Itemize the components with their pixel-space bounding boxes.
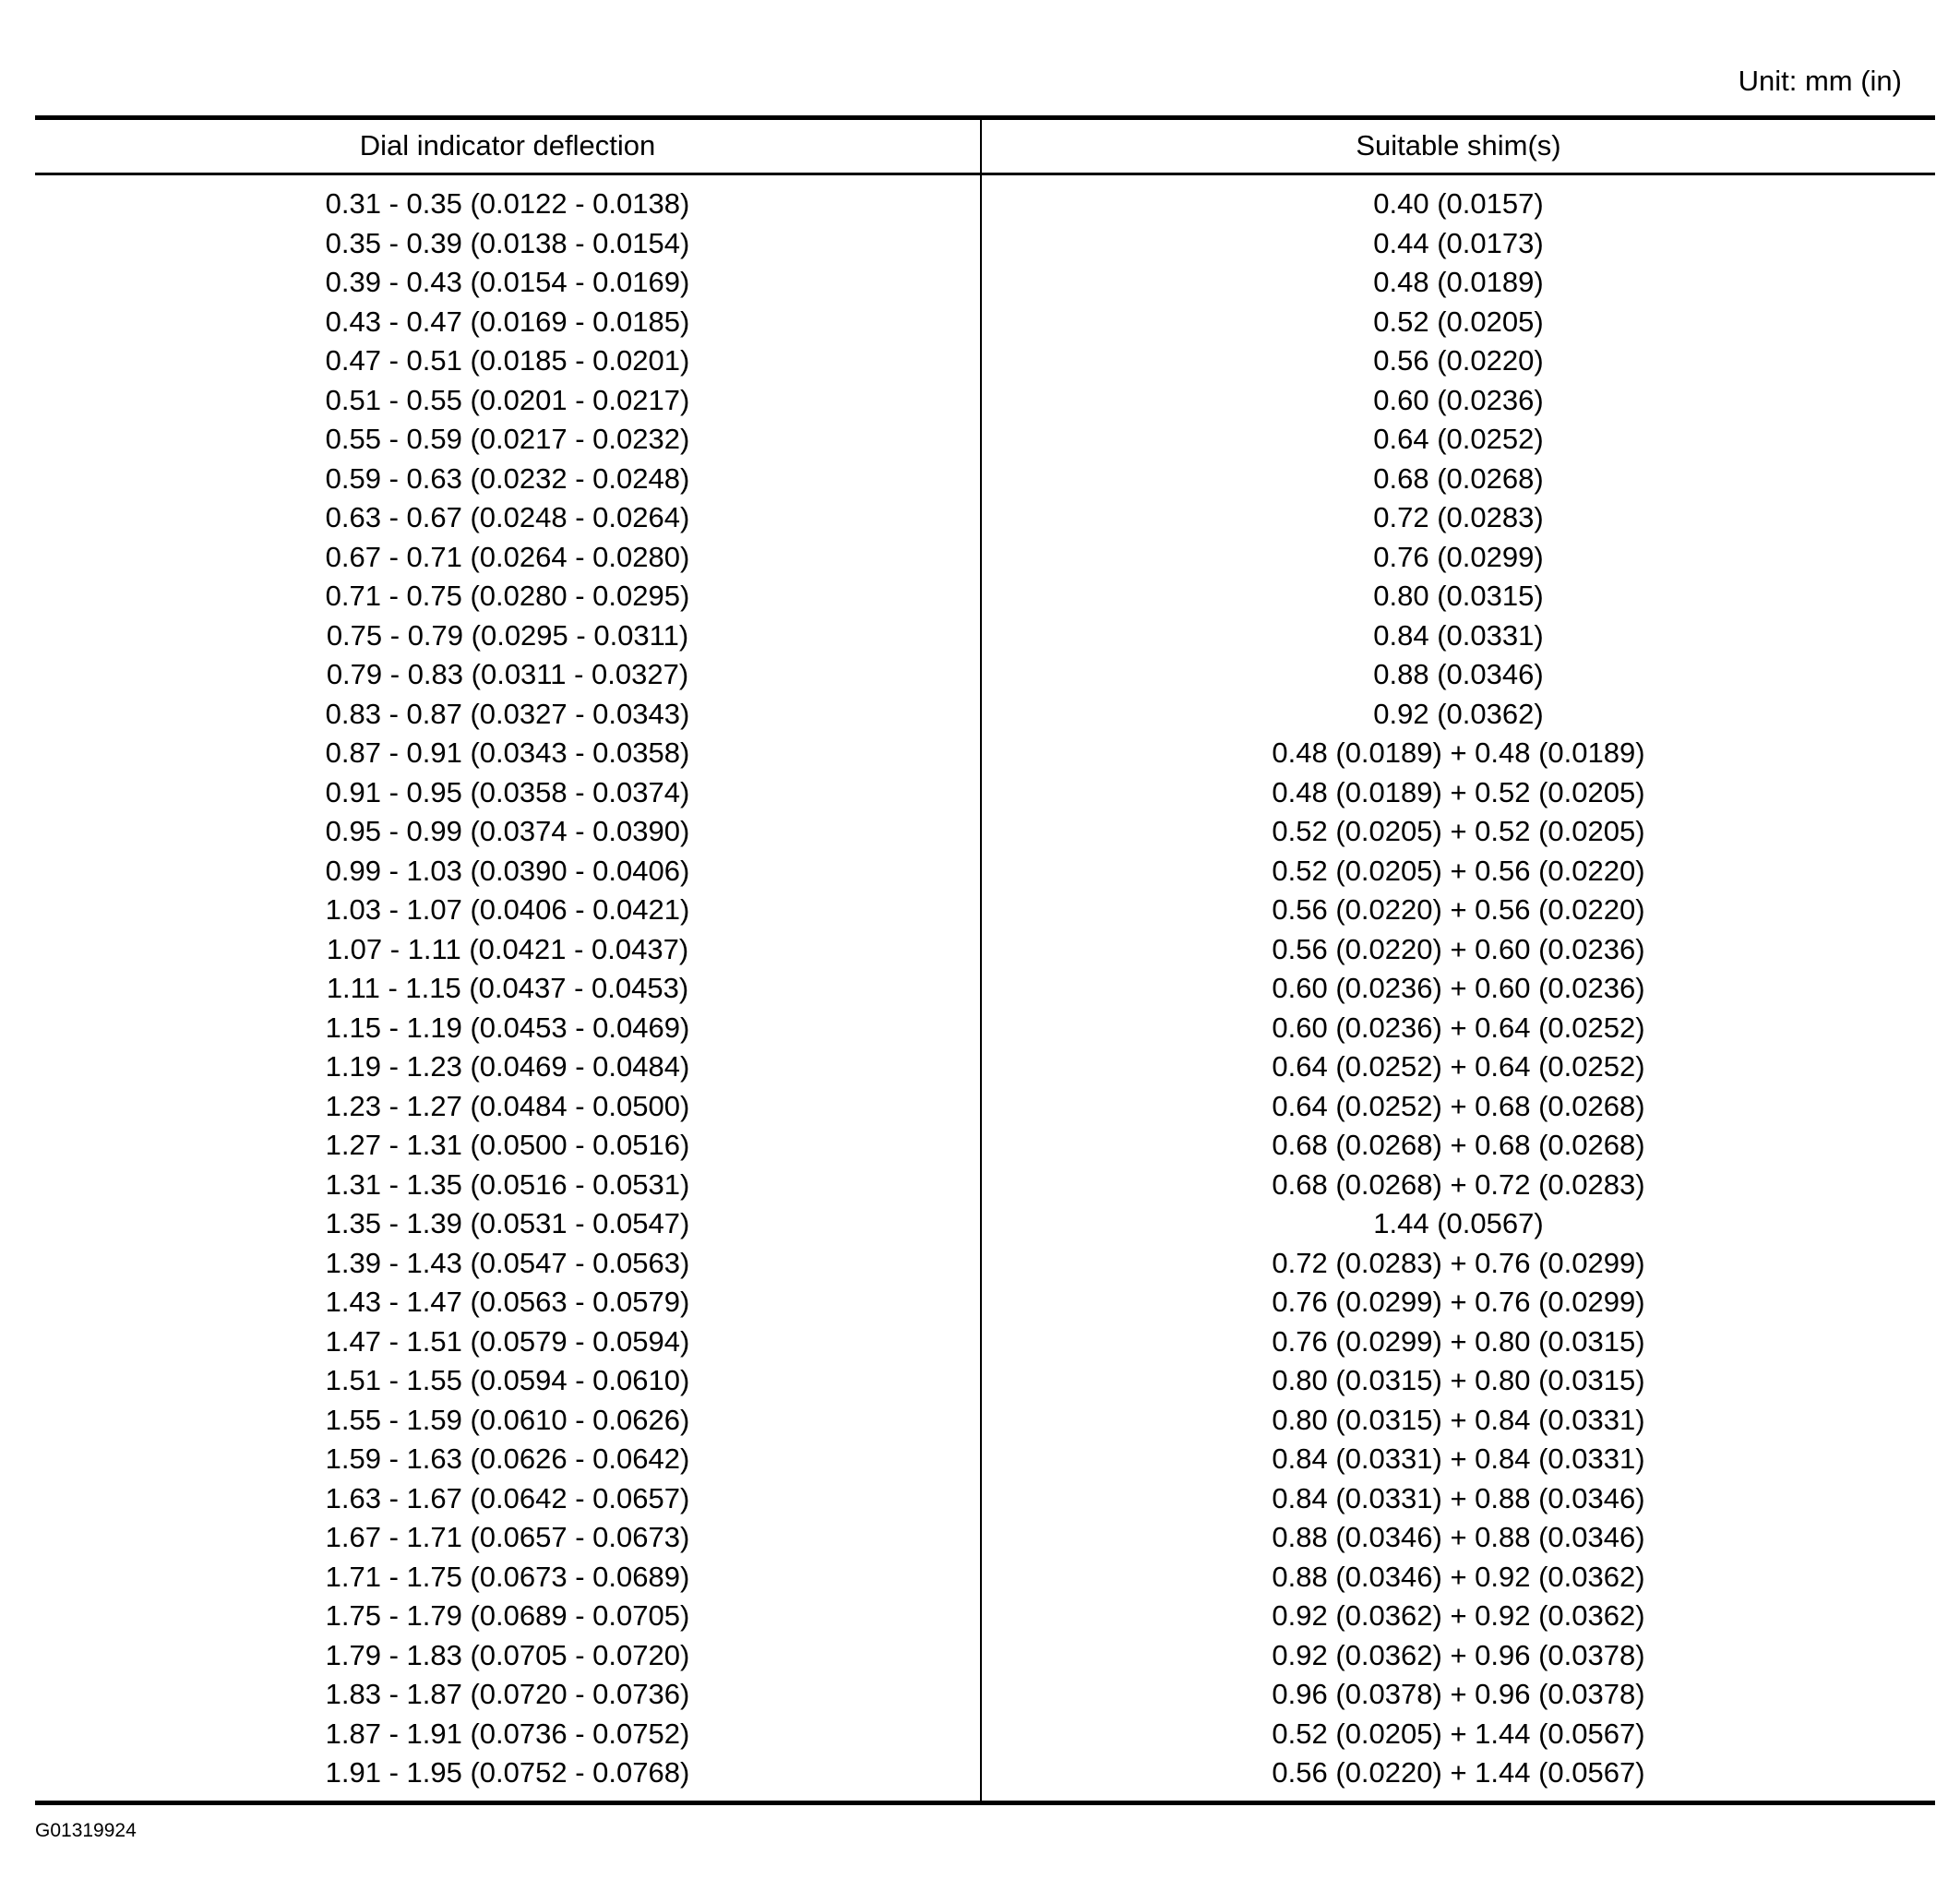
deflection-cell: 0.51 - 0.55 (0.0201 - 0.0217) bbox=[325, 383, 690, 416]
deflection-cell: 1.63 - 1.67 (0.0642 - 0.0657) bbox=[325, 1481, 690, 1514]
shim-cell: 0.92 (0.0362) + 0.96 (0.0378) bbox=[1272, 1638, 1645, 1671]
shim-cell: 0.56 (0.0220) + 0.60 (0.0236) bbox=[1272, 932, 1645, 965]
shim-cell: 0.52 (0.0205) + 0.52 (0.0205) bbox=[1272, 815, 1645, 847]
header-suitable-shims: Suitable shim(s) bbox=[1356, 129, 1561, 162]
shim-cell: 0.76 (0.0299) + 0.80 (0.0315) bbox=[1272, 1324, 1645, 1358]
deflection-cell: 0.75 - 0.79 (0.0295 - 0.0311) bbox=[326, 618, 689, 652]
header-dial-indicator-deflection: Dial indicator deflection bbox=[35, 120, 982, 173]
shim-cell: 0.64 (0.0252) + 0.68 (0.0268) bbox=[1272, 1089, 1645, 1122]
deflection-cell: 1.47 - 1.51 (0.0579 - 0.0594) bbox=[325, 1324, 690, 1358]
shim-cell: 0.60 (0.0236) + 0.60 (0.0236) bbox=[1272, 972, 1645, 1004]
shim-cell: 0.52 (0.0205) bbox=[1373, 305, 1544, 338]
deflection-cell: 0.99 - 1.03 (0.0390 - 0.0406) bbox=[325, 854, 690, 887]
deflection-cell: 1.11 - 1.15 (0.0437 - 0.0453) bbox=[326, 972, 689, 1004]
deflection-cell: 0.63 - 0.67 (0.0248 - 0.0264) bbox=[325, 501, 690, 533]
shim-cell: 0.64 (0.0252) + 0.64 (0.0252) bbox=[1272, 1050, 1645, 1083]
shim-cell: 0.48 (0.0189) bbox=[1373, 266, 1544, 298]
deflection-cell: 1.35 - 1.39 (0.0531 - 0.0547) bbox=[325, 1207, 690, 1239]
shim-cell: 1.44 (0.0567) bbox=[1373, 1207, 1544, 1239]
shim-cell: 0.76 (0.0299) bbox=[1373, 540, 1544, 573]
shim-selection-table bbox=[35, 115, 1935, 1805]
deflection-cell: 0.31 - 0.35 (0.0122 - 0.0138) bbox=[325, 187, 690, 220]
deflection-cell: 0.91 - 0.95 (0.0358 - 0.0374) bbox=[325, 775, 690, 808]
figure-code: G01319924 bbox=[35, 1820, 137, 1841]
shim-cell: 0.72 (0.0283) bbox=[1373, 501, 1544, 533]
deflection-cell: 0.79 - 0.83 (0.0311 - 0.0327) bbox=[326, 658, 689, 690]
deflection-cell: 1.59 - 1.63 (0.0626 - 0.0642) bbox=[325, 1442, 690, 1475]
shim-cell: 0.40 (0.0157) bbox=[1373, 187, 1544, 220]
deflection-cell: 0.83 - 0.87 (0.0327 - 0.0343) bbox=[325, 697, 690, 730]
shim-cell: 0.60 (0.0236) + 0.64 (0.0252) bbox=[1272, 1011, 1645, 1044]
shim-cell: 0.44 (0.0173) bbox=[1373, 226, 1544, 259]
deflection-cell: 1.27 - 1.31 (0.0500 - 0.0516) bbox=[325, 1129, 690, 1161]
unit-label: Unit: mm (in) bbox=[1738, 65, 1902, 97]
shim-cell: 0.76 (0.0299) + 0.76 (0.0299) bbox=[1272, 1286, 1645, 1318]
deflection-cell: 0.71 - 0.75 (0.0280 - 0.0295) bbox=[325, 580, 690, 612]
deflection-cell: 0.43 - 0.47 (0.0169 - 0.0185) bbox=[325, 305, 690, 338]
deflection-cell: 1.87 - 1.91 (0.0736 - 0.0752) bbox=[325, 1717, 690, 1750]
shim-cell: 0.64 (0.0252) bbox=[1373, 423, 1544, 455]
deflection-cell: 1.55 - 1.59 (0.0610 - 0.0626) bbox=[325, 1403, 690, 1436]
deflection-cell: 1.03 - 1.07 (0.0406 - 0.0421) bbox=[325, 893, 690, 926]
deflection-cell: 0.39 - 0.43 (0.0154 - 0.0169) bbox=[325, 266, 690, 298]
deflection-cell: 1.19 - 1.23 (0.0469 - 0.0484) bbox=[325, 1050, 690, 1083]
deflection-column bbox=[35, 175, 982, 1801]
deflection-cell: 0.47 - 0.51 (0.0185 - 0.0201) bbox=[325, 344, 690, 377]
shim-cell: 0.84 (0.0331) + 0.88 (0.0346) bbox=[1272, 1481, 1645, 1514]
shim-cell: 0.68 (0.0268) bbox=[1373, 461, 1544, 495]
shim-cell: 0.84 (0.0331) bbox=[1373, 618, 1544, 652]
shim-cell: 0.92 (0.0362) + 0.92 (0.0362) bbox=[1272, 1599, 1645, 1632]
shim-cell: 0.80 (0.0315) + 0.80 (0.0315) bbox=[1272, 1364, 1645, 1396]
shim-cell: 0.52 (0.0205) + 1.44 (0.0567) bbox=[1272, 1717, 1645, 1750]
deflection-cell: 1.23 - 1.27 (0.0484 - 0.0500) bbox=[325, 1089, 690, 1122]
shim-cell: 0.60 (0.0236) bbox=[1373, 383, 1544, 416]
shim-cell: 0.68 (0.0268) + 0.72 (0.0283) bbox=[1272, 1167, 1645, 1201]
table-bottom-rule bbox=[35, 1801, 1935, 1805]
shim-cell: 0.88 (0.0346) + 0.88 (0.0346) bbox=[1272, 1521, 1645, 1553]
deflection-cell: 0.95 - 0.99 (0.0374 - 0.0390) bbox=[325, 815, 690, 847]
shim-cell: 0.92 (0.0362) bbox=[1373, 697, 1544, 730]
deflection-cell: 1.67 - 1.71 (0.0657 - 0.0673) bbox=[325, 1521, 690, 1553]
shim-cell: 0.84 (0.0331) + 0.84 (0.0331) bbox=[1272, 1442, 1645, 1475]
shim-cell: 0.52 (0.0205) + 0.56 (0.0220) bbox=[1272, 854, 1645, 887]
shim-cell: 0.80 (0.0315) bbox=[1373, 580, 1544, 612]
shim-cell: 0.56 (0.0220) + 1.44 (0.0567) bbox=[1272, 1756, 1645, 1789]
table-body bbox=[35, 175, 1935, 1801]
deflection-cell: 0.67 - 0.71 (0.0264 - 0.0280) bbox=[325, 540, 690, 573]
deflection-cell: 0.35 - 0.39 (0.0138 - 0.0154) bbox=[325, 226, 690, 259]
shim-cell: 0.72 (0.0283) + 0.76 (0.0299) bbox=[1272, 1246, 1645, 1279]
shim-cell: 0.80 (0.0315) + 0.84 (0.0331) bbox=[1272, 1403, 1645, 1436]
deflection-cell: 1.51 - 1.55 (0.0594 - 0.0610) bbox=[325, 1364, 690, 1396]
deflection-cell: 0.59 - 0.63 (0.0232 - 0.0248) bbox=[325, 461, 690, 495]
deflection-cell: 1.43 - 1.47 (0.0563 - 0.0579) bbox=[325, 1286, 690, 1318]
deflection-cell: 1.79 - 1.83 (0.0705 - 0.0720) bbox=[325, 1638, 690, 1671]
shim-cell: 0.56 (0.0220) + 0.56 (0.0220) bbox=[1272, 893, 1645, 926]
shim-cell: 0.68 (0.0268) + 0.68 (0.0268) bbox=[1272, 1129, 1645, 1161]
deflection-cell: 1.71 - 1.75 (0.0673 - 0.0689) bbox=[325, 1560, 690, 1593]
shim-cell: 0.96 (0.0378) + 0.96 (0.0378) bbox=[1272, 1678, 1645, 1710]
deflection-cell: 1.39 - 1.43 (0.0547 - 0.0563) bbox=[325, 1246, 690, 1279]
shim-cell: 0.56 (0.0220) bbox=[1373, 344, 1544, 377]
shim-cell: 0.48 (0.0189) + 0.48 (0.0189) bbox=[1272, 736, 1645, 769]
deflection-cell: 1.15 - 1.19 (0.0453 - 0.0469) bbox=[325, 1011, 690, 1044]
deflection-cell: 1.07 - 1.11 (0.0421 - 0.0437) bbox=[326, 932, 689, 965]
deflection-cell: 1.91 - 1.95 (0.0752 - 0.0768) bbox=[325, 1756, 690, 1789]
deflection-cell: 1.83 - 1.87 (0.0720 - 0.0736) bbox=[325, 1678, 690, 1710]
deflection-cell: 1.31 - 1.35 (0.0516 - 0.0531) bbox=[325, 1167, 690, 1201]
deflection-cell: 0.87 - 0.91 (0.0343 - 0.0358) bbox=[325, 736, 690, 769]
table-header-row bbox=[35, 120, 1935, 173]
shim-cell: 0.88 (0.0346) + 0.92 (0.0362) bbox=[1272, 1560, 1645, 1593]
shim-cell: 0.48 (0.0189) + 0.52 (0.0205) bbox=[1272, 775, 1645, 808]
shims-column bbox=[982, 175, 1935, 1801]
deflection-cell: 1.75 - 1.79 (0.0689 - 0.0705) bbox=[325, 1599, 690, 1632]
deflection-cell: 0.55 - 0.59 (0.0217 - 0.0232) bbox=[325, 423, 690, 455]
shim-cell: 0.88 (0.0346) bbox=[1373, 658, 1544, 690]
